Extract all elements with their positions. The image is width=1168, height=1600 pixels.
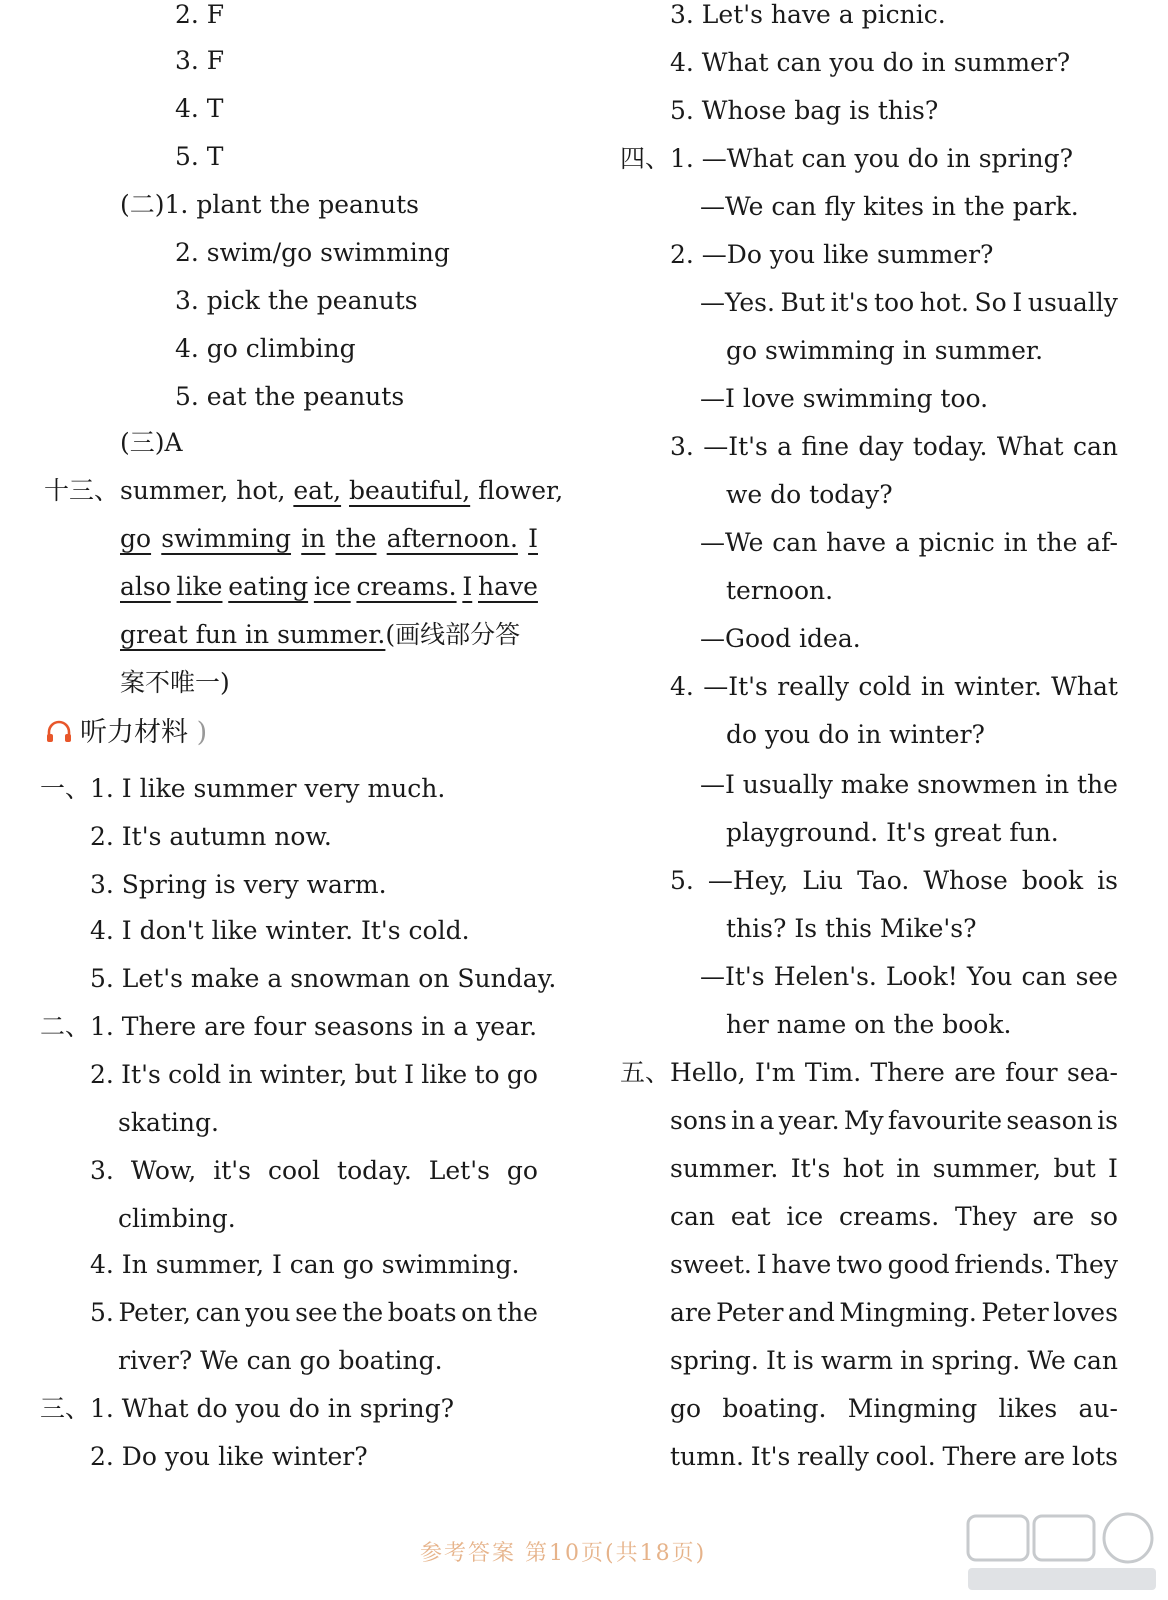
dialog-4-4-a: —I usually make snowmen in the	[700, 770, 1118, 799]
word-flower: flower,	[478, 476, 564, 505]
sub-label-2: (二)	[120, 190, 165, 219]
word-hot: hot,	[236, 476, 286, 505]
dialog-4-3-a: —We can have a picnic in the af-	[700, 528, 1118, 557]
listening-1-1: 1. I like summer very much.	[90, 774, 446, 803]
dialog-4-5-q: 5. —Hey, Liu Tao. Whose book is	[670, 866, 1118, 895]
dialog-4-4-q-cont: do you do in winter?	[726, 720, 985, 749]
listening-1-3: 3. Spring is very warm.	[90, 870, 387, 899]
page-footer: 参考答案 第10页(共18页)	[420, 1541, 707, 1566]
dialog-4-3-q: 3. —It's a fine day today. What can	[670, 432, 1118, 461]
answer-12-2-1	[120, 190, 419, 220]
listening-2-4: 4. In summer, I can go swimming.	[90, 1250, 520, 1279]
passage-line-9: tumn. It's really cool. There are lots	[670, 1442, 1118, 1471]
answer-13-note-cont: 案不唯一)	[120, 668, 230, 697]
listening-2-3-cont: climbing.	[118, 1204, 236, 1233]
listening-2-5: 5. Peter, can you see the boats on the	[90, 1298, 538, 1327]
listening-2-2-cont: skating.	[118, 1108, 219, 1137]
passage-line-5: sweet. I have two good friends. They	[670, 1250, 1118, 1279]
listening-title: 听力材料	[80, 717, 188, 748]
dialog-4-4-q: 4. —It's really cold in winter. What	[670, 672, 1118, 701]
answer-13-line-2: go swimming in the afternoon. I	[120, 524, 538, 553]
answer-13-line-1	[120, 476, 563, 506]
listening-2-2: 2. It's cold in winter, but I like to go	[90, 1060, 538, 1089]
site-watermark-logo	[962, 1510, 1162, 1594]
listening-3-3: 3. Let's have a picnic.	[670, 0, 946, 29]
listening-1-5: 5. Let's make a snowman on Sunday.	[90, 964, 557, 993]
answer-13-line-3: also like eating ice creams. I have	[120, 572, 538, 601]
answer-12-2-3: 3. pick the peanuts	[175, 286, 418, 315]
dialog-4-3-b: —Good idea.	[700, 624, 861, 653]
listening-heading: 听力材料 )	[46, 718, 207, 748]
passage-line-7: spring. It is warm in spring. We can	[670, 1346, 1118, 1375]
listening-3-1: 1. What do you do in spring?	[90, 1394, 455, 1423]
answer-12-1-3: 3. F	[175, 46, 225, 75]
answer-13-note: (画线部分答	[385, 620, 521, 649]
passage-line-3: summer. It's hot in summer, but I	[670, 1154, 1118, 1183]
dialog-4-3-a-cont: ternoon.	[726, 576, 834, 605]
word-eat: eat,	[293, 476, 342, 505]
dialog-4-2-a: —Yes. But it's too hot. So I usually	[700, 288, 1118, 317]
passage-line-2: sons in a year. My favourite season is	[670, 1106, 1118, 1135]
dialog-4-3-q-cont: we do today?	[726, 480, 893, 509]
listening-3-2: 2. Do you like winter?	[90, 1442, 368, 1471]
passage-line-8: go boating. Mingming likes au-	[670, 1394, 1118, 1423]
answer-12-2-2: 2. swim/go swimming	[175, 238, 450, 267]
dialog-4-5-a-cont: her name on the book.	[726, 1010, 1012, 1039]
dialog-4-1-q: 1. —What can you do in spring?	[670, 144, 1074, 173]
answer-12-3: (三)A	[120, 428, 183, 457]
dialog-4-2-a-cont: go swimming in summer.	[726, 336, 1044, 365]
answer-13-line-4-text: great fun in summer.	[120, 620, 386, 649]
listening-4-label: 四、	[620, 144, 671, 173]
word-summer: summer,	[120, 476, 229, 505]
dialog-4-1-a: —We can fly kites in the park.	[700, 192, 1079, 221]
dialog-4-5-q-cont: this? Is this Mike's?	[726, 914, 977, 943]
listening-1-2: 2. It's autumn now.	[90, 822, 332, 851]
answer-12-1-4: 4. T	[175, 94, 224, 123]
word-beautiful: beautiful,	[349, 476, 471, 505]
passage-line-6: are Peter and Mingming. Peter loves	[670, 1298, 1118, 1327]
dialog-4-4-a-cont: playground. It's great fun.	[726, 818, 1059, 847]
answer-12-2-4: 4. go climbing	[175, 334, 356, 363]
listening-2-5-cont: river? We can go boating.	[118, 1346, 443, 1375]
answer-12-1-5: 5. T	[175, 142, 224, 171]
listening-3-label: 三、	[40, 1394, 91, 1423]
dialog-4-2-q: 2. —Do you like summer?	[670, 240, 994, 269]
answer-13-line-4	[120, 620, 520, 650]
dialog-4-5-a: —It's Helen's. Look! You can see	[700, 962, 1118, 991]
listening-3-4: 4. What can you do in summer?	[670, 48, 1071, 77]
passage-line-1: Hello, I'm Tim. There are four sea-	[670, 1058, 1118, 1087]
answer-12-1-2: 2. F	[175, 0, 225, 29]
listening-3-5: 5. Whose bag is this?	[670, 96, 939, 125]
listening-2-1: 1. There are four seasons in a year.	[90, 1012, 538, 1041]
listening-5-label: 五、	[620, 1058, 671, 1087]
listening-1-4: 4. I don't like winter. It's cold.	[90, 916, 470, 945]
listening-2-label: 二、	[40, 1012, 91, 1041]
headphones-icon	[46, 720, 72, 744]
answer-12-2-1-text: 1. plant the peanuts	[164, 190, 419, 219]
listening-1-label: 一、	[40, 774, 91, 803]
dialog-4-2-b: —I love swimming too.	[700, 384, 989, 413]
listening-2-3: 3. Wow, it's cool today. Let's go	[90, 1156, 538, 1185]
passage-line-4: can eat ice creams. They are so	[670, 1202, 1118, 1231]
section-13-label: 十三、	[44, 476, 120, 505]
answer-12-2-5: 5. eat the peanuts	[175, 382, 405, 411]
